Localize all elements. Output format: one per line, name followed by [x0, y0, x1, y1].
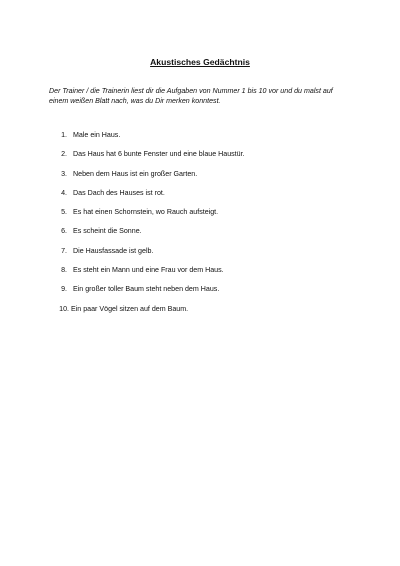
list-item-number: 1. — [61, 131, 67, 139]
list-item-number: 8. — [61, 266, 67, 275]
list-item-text: Neben dem Haus ist ein großer Garten. — [73, 169, 198, 178]
list-item-text: Das Haus hat 6 bunte Fenster und eine blaue Haustür. — [73, 150, 245, 159]
list-item-text: Male ein Haus. — [73, 131, 121, 139]
list-item — [0, 130, 400, 149]
intro-paragraph: Der Trainer / die Trainerin liest dir die Aufgaben von Nummer 1 bis 10 vor und du malst auf einem weißen Blatt nach, was du Dir merken konntest. — [49, 87, 333, 105]
list-item-number: 4. — [61, 188, 67, 197]
list-item — [0, 284, 400, 303]
list-item-text: Es steht ein Mann und eine Frau vor dem Haus. — [73, 266, 224, 275]
list-item-number: 9. — [61, 285, 67, 294]
list-item-number: 7. — [61, 246, 67, 255]
page-title: Akustisches Gedächtnis — [150, 57, 250, 67]
list-item — [0, 188, 400, 207]
list-item — [0, 246, 400, 265]
list-item-number: 5. — [61, 208, 67, 217]
list-item-text: Das Dach des Hauses ist rot. — [73, 188, 165, 197]
list-item — [0, 226, 400, 245]
list-item — [0, 304, 400, 323]
list-item — [0, 265, 400, 284]
list-item-text: Es scheint die Sonne. — [73, 227, 142, 236]
list-item-text: Ein paar Vögel sitzen auf dem Baum. — [71, 304, 189, 313]
list-item-text: Die Hausfassade ist gelb. — [73, 246, 154, 255]
list-item — [0, 149, 400, 168]
list-item-text: Ein großer toller Baum steht neben dem Haus. — [73, 285, 220, 294]
list-item-number: 2. — [61, 150, 67, 159]
list-item — [0, 169, 400, 188]
task-list — [0, 130, 400, 323]
list-item-number: 3. — [61, 169, 67, 178]
list-item-number: 6. — [61, 227, 67, 236]
list-item — [0, 207, 400, 226]
list-item-number: 10. — [59, 304, 69, 313]
list-item-text: Es hat einen Schornstein, wo Rauch aufsteigt. — [73, 208, 219, 217]
